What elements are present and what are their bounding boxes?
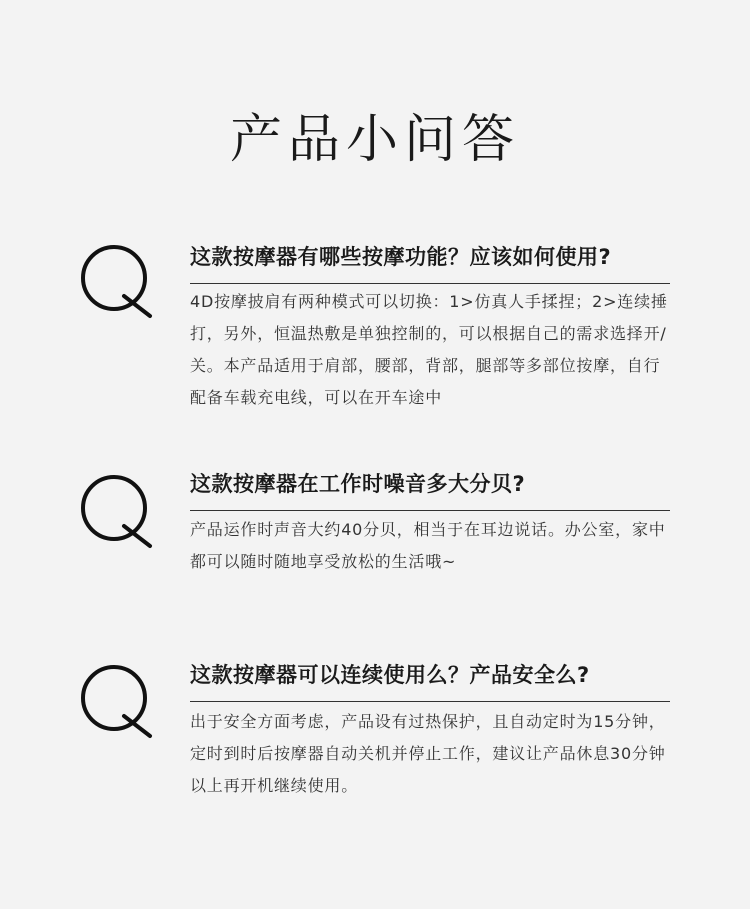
divider bbox=[190, 283, 670, 284]
divider bbox=[190, 701, 670, 702]
answer-text: 4D按摩披肩有两种模式可以切换：1>仿真人手揉捏；2>连续捶打，另外，恒温热敷是单独控制的，可以根据自己的需求选择开/关。本产品适用于肩部，腰部，背部，腿部等多部位按摩，自行配备车载充电线，可以在开车途中 bbox=[190, 292, 668, 407]
divider bbox=[190, 510, 670, 511]
q-letter-icon bbox=[78, 238, 158, 322]
question-text: 这款按摩器可以连续使用么？产品安全么? bbox=[190, 663, 590, 687]
q-letter-icon bbox=[78, 468, 158, 552]
question-text: 这款按摩器在工作时噪音多大分贝? bbox=[190, 472, 526, 496]
question-text: 这款按摩器有哪些按摩功能？应该如何使用? bbox=[190, 245, 612, 269]
answer-text: 产品运作时声音大约40分贝，相当于在耳边说话。办公室，家中都可以随时随地享受放松的生活哦~ bbox=[190, 520, 666, 571]
q-letter-icon bbox=[78, 658, 158, 742]
page-title: 产品小问答 bbox=[229, 110, 520, 170]
answer-text: 出于安全方面考虑，产品设有过热保护，且自动定时为15分钟，定时到时后按摩器自动关机并停止工作，建议让产品休息30分钟以上再开机继续使用。 bbox=[190, 712, 666, 795]
